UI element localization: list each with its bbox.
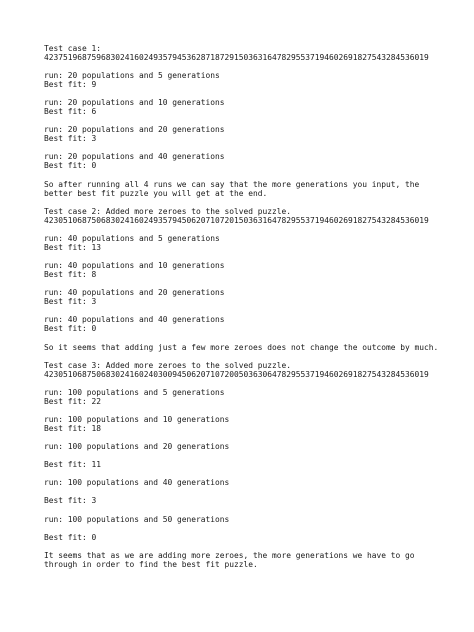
best-fit-line: Best fit: 13 xyxy=(44,243,102,252)
run-line: run: 40 populations and 40 generations xyxy=(44,315,225,324)
run-line: run: 100 populations and 10 generations xyxy=(44,415,230,424)
test-case-2-heading: Test case 2: Added more zeroes to the solved puzzle. xyxy=(44,207,292,216)
best-fit-line: Best fit: 8 xyxy=(44,270,97,279)
best-fit-line: Best fit: 18 xyxy=(44,424,102,433)
run-line: run: 100 populations and 20 generations xyxy=(44,442,230,451)
test-case-3-heading: Test case 3: Added more zeroes to the solved puzzle. xyxy=(44,361,292,370)
best-fit-line: Best fit: 3 xyxy=(44,134,97,143)
best-fit-line: Best fit: 22 xyxy=(44,397,102,406)
conclusion-paragraph: better best fit puzzle you will get at the end. xyxy=(44,189,268,198)
best-fit-line: Best fit: 11 xyxy=(44,460,102,469)
run-line: run: 40 populations and 20 generations xyxy=(44,288,225,297)
test-case-2-puzzle: 423051068750683024160249357945062071072015036316478295537194602691827543284536019 xyxy=(44,216,429,225)
run-line: run: 100 populations and 5 generations xyxy=(44,388,225,397)
best-fit-line: Best fit: 6 xyxy=(44,107,97,116)
conclusion-paragraph: So after running all 4 runs we can say that the more generations you input, the xyxy=(44,180,420,189)
test-case-3-puzzle: 423051068750683024160240300945062071072005036306478295537194602691827543284536019 xyxy=(44,370,429,379)
run-line: run: 40 populations and 10 generations xyxy=(44,261,225,270)
run-line: run: 20 populations and 40 generations xyxy=(44,152,225,161)
test-case-1-puzzle: 423751968759683024160249357945362871872915036316478295537194602691827543284536019 xyxy=(44,53,429,62)
best-fit-line: Best fit: 0 xyxy=(44,161,97,170)
test-case-1-heading: Test case 1: xyxy=(44,44,102,53)
best-fit-line: Best fit: 3 xyxy=(44,496,97,505)
run-line: run: 100 populations and 50 generations xyxy=(44,515,230,524)
run-line: run: 20 populations and 10 generations xyxy=(44,98,225,107)
conclusion-paragraph: So it seems that adding just a few more zeroes does not change the outcome by much. xyxy=(44,343,439,352)
conclusion-paragraph: It seems that as we are adding more zeroes, the more generations we have to go xyxy=(44,551,415,560)
best-fit-line: Best fit: 3 xyxy=(44,297,97,306)
conclusion-paragraph: through in order to find the best fit puzzle. xyxy=(44,560,258,569)
best-fit-line: Best fit: 9 xyxy=(44,80,97,89)
run-line: run: 20 populations and 20 generations xyxy=(44,125,225,134)
best-fit-line: Best fit: 0 xyxy=(44,533,97,542)
run-line: run: 40 populations and 5 generations xyxy=(44,234,220,243)
best-fit-line: Best fit: 0 xyxy=(44,324,97,333)
run-line: run: 100 populations and 40 generations xyxy=(44,478,230,487)
run-line: run: 20 populations and 5 generations xyxy=(44,71,220,80)
